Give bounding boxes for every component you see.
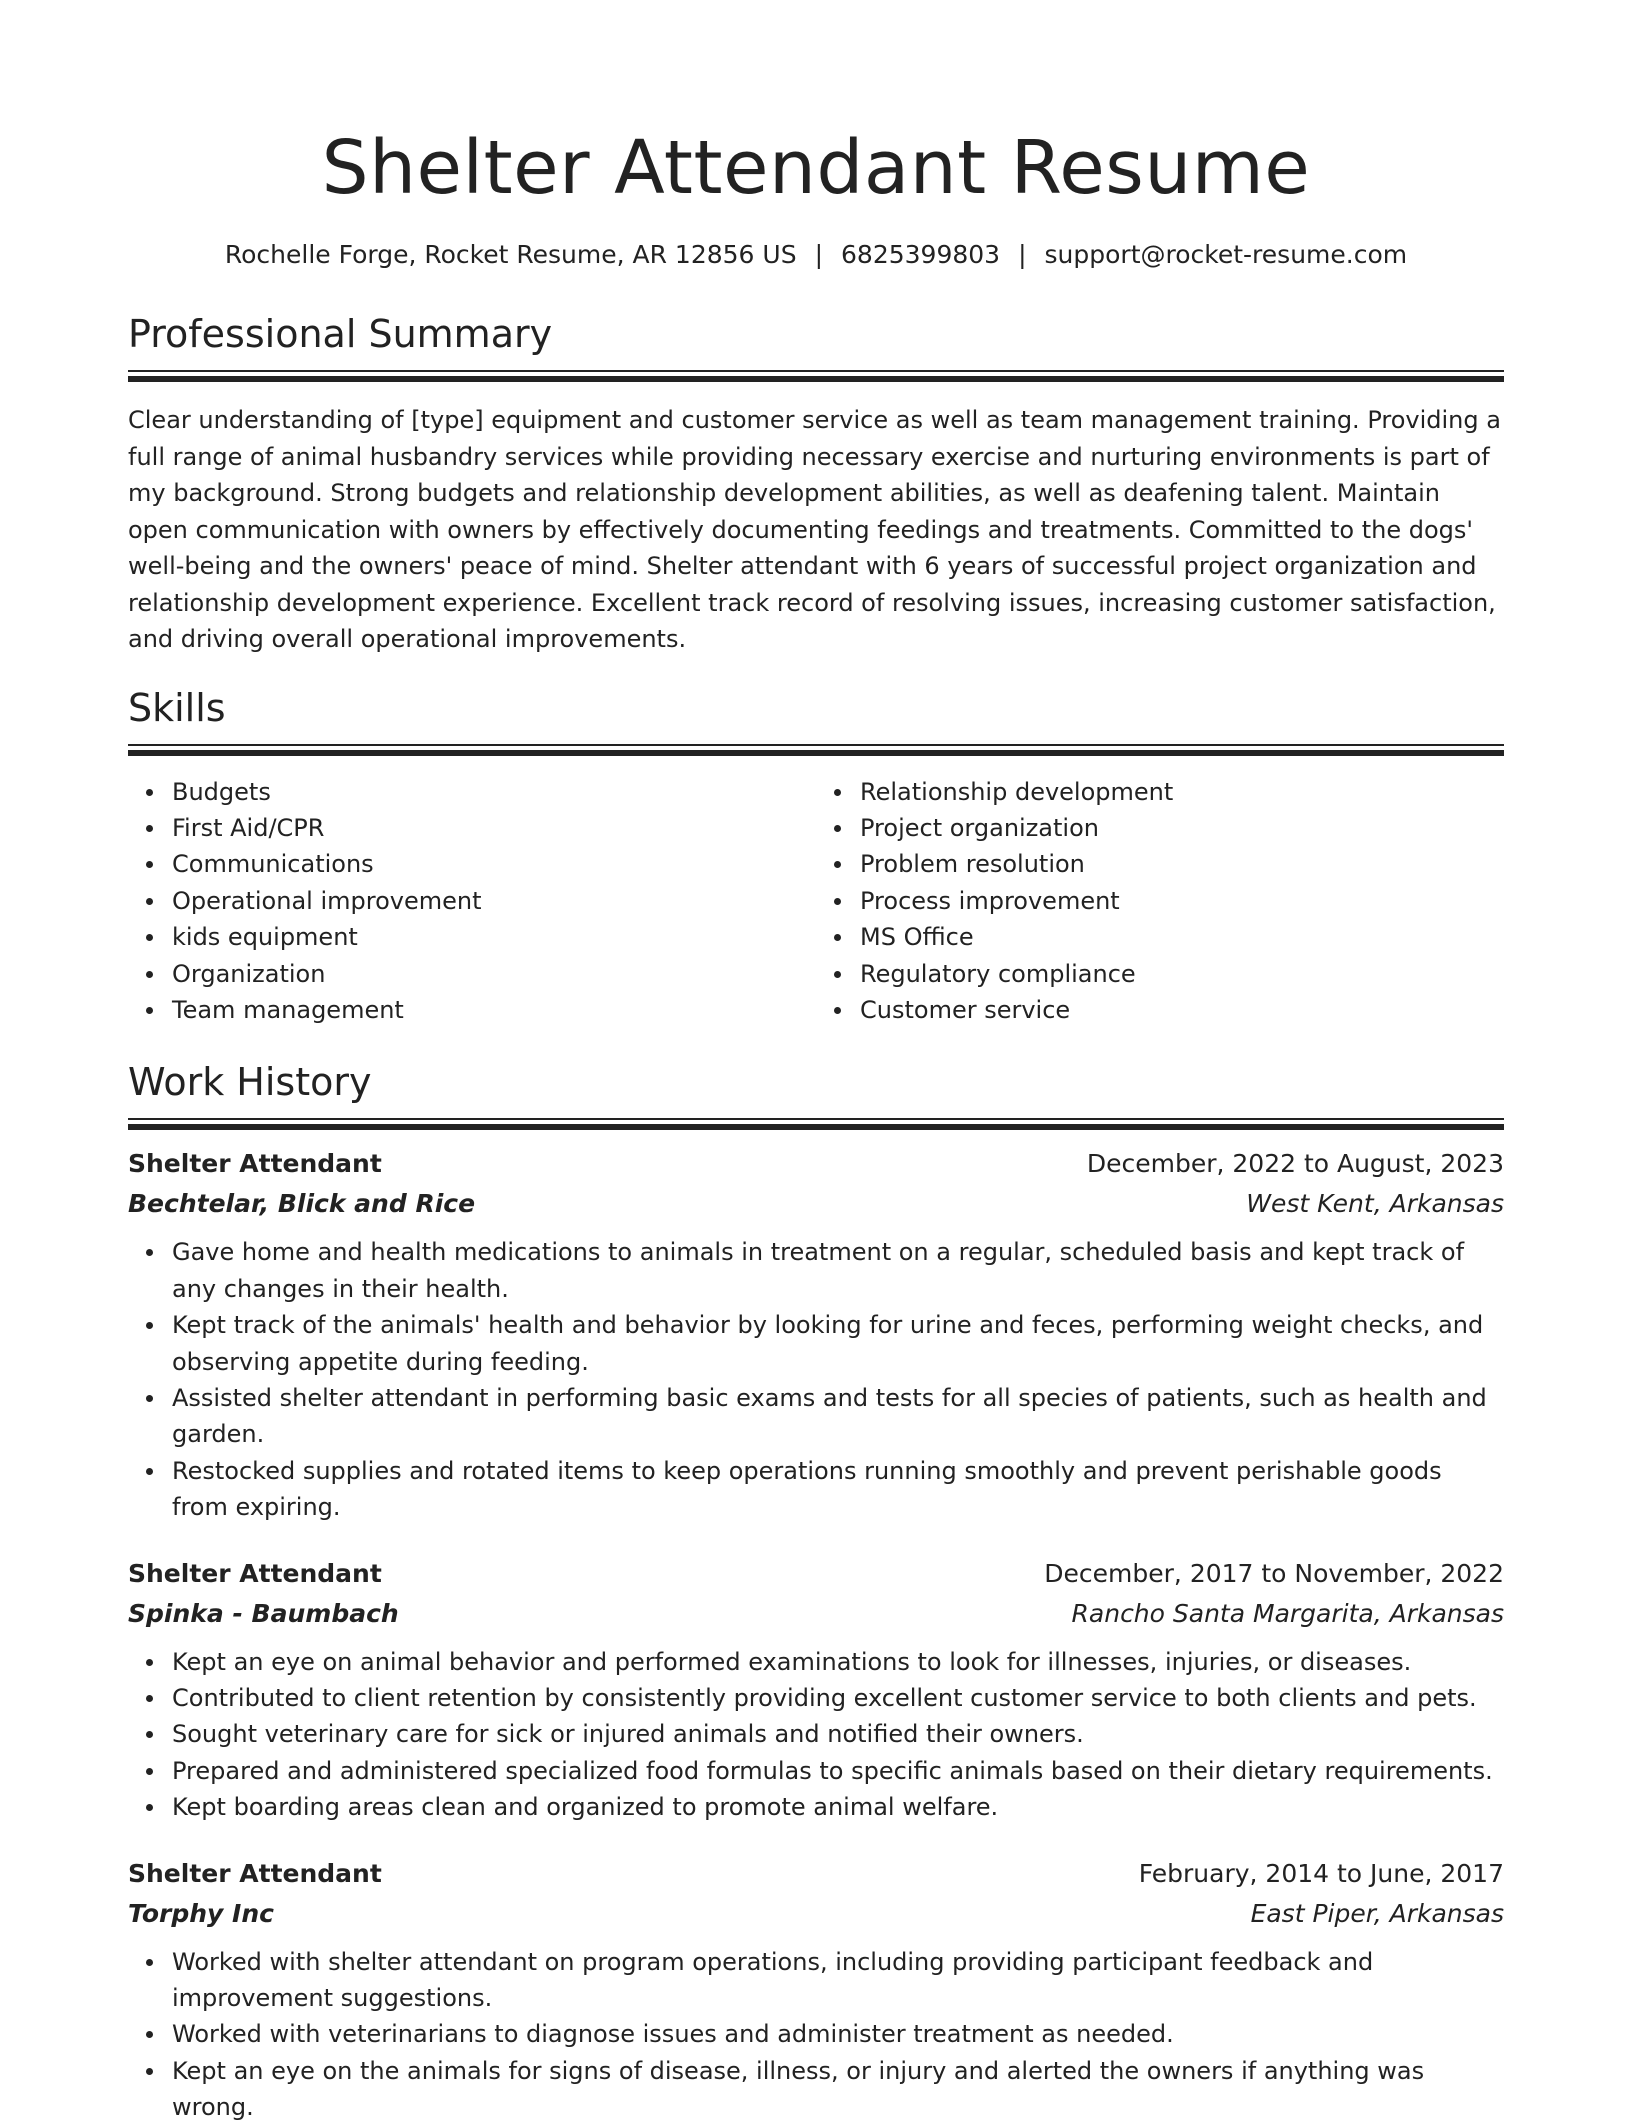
job-bullet: Kept an eye on the animals for signs of disease, illness, or injury and alerted the owners if anything was wrong.	[172, 2053, 1504, 2126]
skill-item: First Aid/CPR	[172, 810, 816, 846]
job-bullet: Prepared and administered specialized food formulas to specific animals based on their dietary requirements.	[172, 1753, 1504, 1789]
job-bullet: Kept an eye on animal behavior and performed examinations to look for illnesses, injuries, or diseases.	[172, 1644, 1504, 1680]
job-location: West Kent, Arkansas	[1246, 1189, 1504, 1219]
job-bullet: Gave home and health medications to animals in treatment on a regular, scheduled basis and kept track of any changes in their health.	[172, 1234, 1504, 1307]
skills-grid	[128, 774, 1504, 1029]
section-heading: Professional Summary	[128, 312, 553, 356]
job-company-row	[128, 1894, 1504, 1934]
job-company: Torphy Inc	[128, 1898, 274, 1928]
job-title: Shelter Attendant	[128, 1149, 382, 1179]
resume-title: Shelter Attendant Resume	[321, 125, 1311, 211]
contact-line	[128, 238, 1504, 272]
job-bullet: Kept track of the animals' health and behavior by looking for urine and feces, performing weight checks, and observing appetite during feeding.	[172, 1307, 1504, 1380]
contact-separator: |	[814, 240, 824, 269]
skill-item: Communications	[172, 846, 816, 882]
job-title: Shelter Attendant	[128, 1858, 382, 1888]
skill-item: Team management	[172, 992, 816, 1028]
job-company-row	[128, 1594, 1504, 1634]
job-bullet: Sought veterinary care for sick or injured animals and notified their owners.	[172, 1716, 1504, 1752]
skill-item: Budgets	[172, 774, 816, 810]
contact-address: Rochelle Forge, Rocket Resume, AR 12856 US	[224, 240, 797, 269]
skill-item: MS Office	[860, 919, 1504, 955]
job-bullet: Kept boarding areas clean and organized to promote animal welfare.	[172, 1789, 1504, 1825]
job-dates: December, 2017 to November, 2022	[1044, 1558, 1504, 1588]
skill-item: kids equipment	[172, 919, 816, 955]
job-company-row	[128, 1184, 1504, 1224]
job-dates: December, 2022 to August, 2023	[1086, 1149, 1504, 1179]
skills-list-right	[816, 774, 1504, 1029]
summary-text: Clear understanding of [type] equipment and customer service as well as team management training. Providing a full range of animal husbandry services while providing necessary exercise and nurturing environments is part of my background. Strong budgets and relationship development abilities, as well as deafening talent. Maintain open communication with owners by effectively documenting feedings and treatments. Committed to the dogs' well-being and the owners' peace of mind. Shelter attendant with 6 years of successful project organization and relationship development experience. Excellent track record of resolving issues, increasing customer satisfaction, and driving overall operational improvements.	[128, 406, 1501, 653]
skill-item: Relationship development	[860, 774, 1504, 810]
contact-phone: 6825399803	[841, 240, 1001, 269]
skill-item: Operational improvement	[172, 883, 816, 919]
job-company: Spinka - Baumbach	[128, 1598, 399, 1628]
job-company: Bechtelar, Blick and Rice	[128, 1189, 476, 1219]
job-header-row	[128, 1854, 1504, 1894]
section-divider	[128, 744, 1504, 756]
job-location: East Piper, Arkansas	[1250, 1898, 1504, 1928]
job-location: Rancho Santa Margarita, Arkansas	[1071, 1598, 1504, 1628]
skills-list-left	[128, 774, 816, 1029]
skill-item: Project organization	[860, 810, 1504, 846]
skills-section	[128, 684, 1504, 1029]
job-bullet: Worked with shelter attendant on program operations, including providing participant feedback and improvement suggestions.	[172, 1944, 1504, 2017]
section-divider	[128, 1118, 1504, 1130]
job-bullet: Worked with veterinarians to diagnose issues and administer treatment as needed.	[172, 2016, 1504, 2052]
job-entry	[128, 1144, 1504, 1525]
professional-summary-section	[128, 310, 1504, 658]
resume-page	[128, 0, 1504, 2126]
job-bullets	[128, 1234, 1504, 1525]
job-bullet: Contributed to client retention by consistently providing excellent customer service to both clients and pets.	[172, 1680, 1504, 1716]
contact-separator: |	[1018, 240, 1027, 269]
job-entry	[128, 1854, 1504, 2126]
section-heading: Skills	[128, 685, 226, 730]
job-bullets	[128, 1944, 1504, 2126]
job-entry	[128, 1554, 1504, 1826]
job-header-row	[128, 1554, 1504, 1594]
skill-item: Organization	[172, 956, 816, 992]
skill-item: Customer service	[860, 992, 1504, 1028]
job-title: Shelter Attendant	[128, 1558, 382, 1588]
section-heading: Work History	[128, 1060, 372, 1105]
job-bullet: Restocked supplies and rotated items to keep operations running smoothly and prevent perishable goods from expiring.	[172, 1453, 1504, 1526]
skill-item: Problem resolution	[860, 846, 1504, 882]
skill-item: Regulatory compliance	[860, 956, 1504, 992]
contact-email[interactable]: support@rocket-resume.com	[1044, 240, 1408, 269]
job-bullets	[128, 1644, 1504, 1826]
job-header-row	[128, 1144, 1504, 1184]
skill-item: Process improvement	[860, 883, 1504, 919]
job-bullet: Assisted shelter attendant in performing basic exams and tests for all species of patients, such as health and garden.	[172, 1380, 1504, 1453]
section-divider	[128, 370, 1504, 382]
job-dates: February, 2014 to June, 2017	[1138, 1858, 1504, 1888]
work-history-section	[128, 1058, 1504, 2125]
